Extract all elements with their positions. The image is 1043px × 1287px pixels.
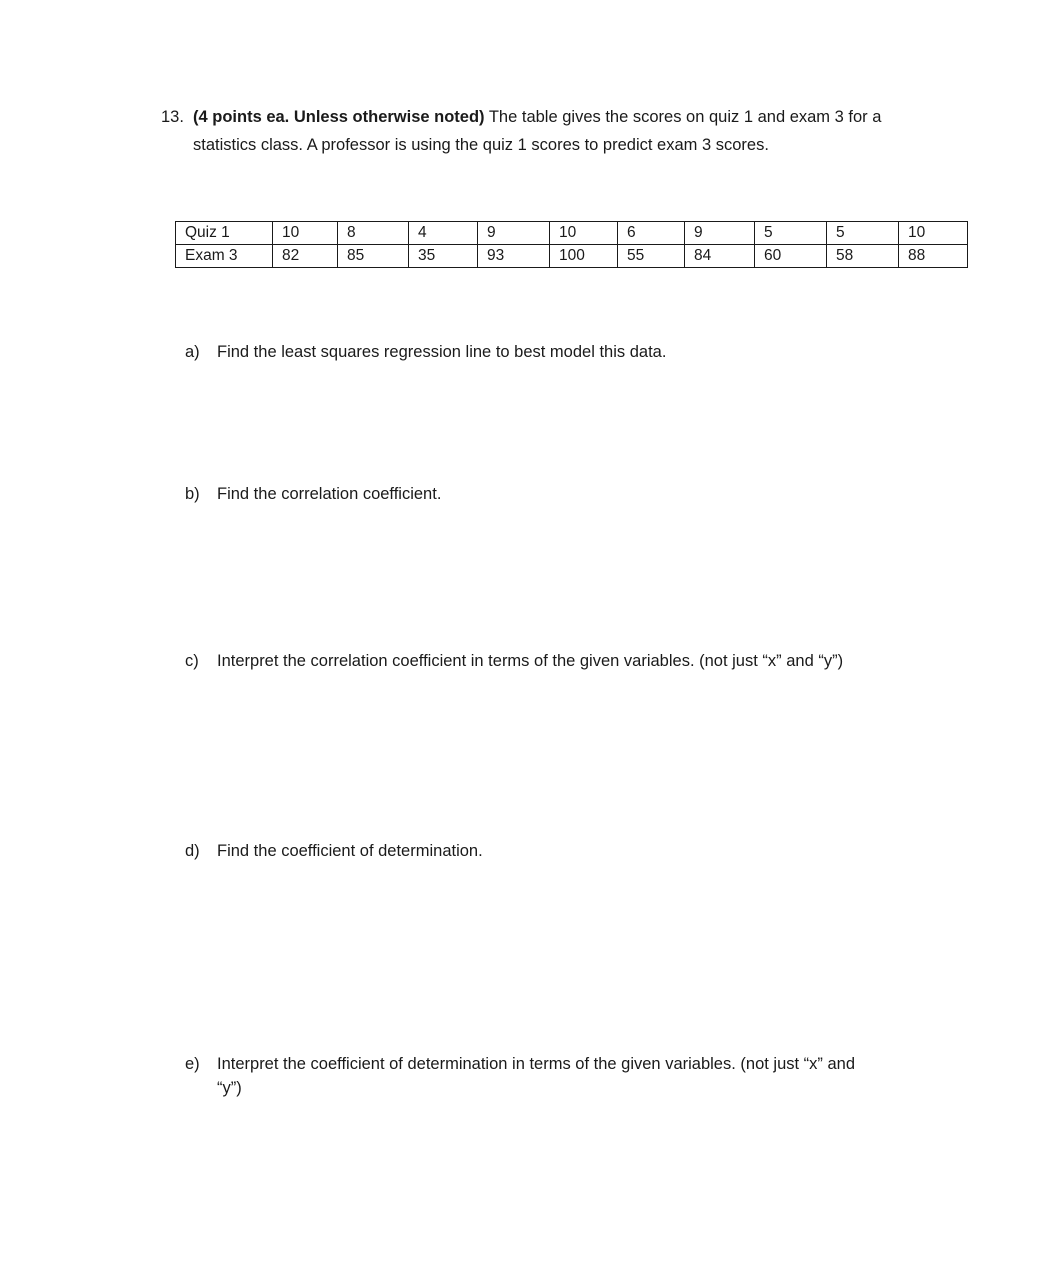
problem-number: 13. (161, 108, 184, 126)
table-cell: 8 (338, 222, 409, 245)
part-c-letter: c) (185, 652, 199, 670)
problem-line-1 (161, 103, 961, 131)
table-cell: 10 (899, 222, 968, 245)
part-e-text-1: Interpret the coefficient of determination in terms of the given variables. (not just “x” and (217, 1055, 856, 1073)
row-label: Exam 3 (176, 245, 273, 268)
part-e (185, 1052, 945, 1100)
part-a-text: Find the least squares regression line to best model this data. (217, 343, 667, 361)
part-d (185, 839, 945, 863)
table-cell: 82 (273, 245, 338, 268)
part-c-text: Interpret the correlation coefficient in terms of the given variables. (not just “x” and “y”) (217, 652, 844, 670)
table-row-exam3 (176, 245, 968, 268)
problem-statement (161, 103, 961, 159)
part-d-text: Find the coefficient of determination. (217, 842, 483, 860)
row-label: Quiz 1 (176, 222, 273, 245)
table-row-quiz1 (176, 222, 968, 245)
table-cell: 10 (550, 222, 618, 245)
table-cell: 100 (550, 245, 618, 268)
problem-text-1: The table gives the scores on quiz 1 and exam 3 for a (484, 108, 882, 126)
points-note: (4 points ea. Unless otherwise noted) (193, 108, 485, 126)
part-b-text: Find the correlation coefficient. (217, 485, 442, 503)
part-e-letter: e) (185, 1055, 200, 1073)
part-e-text-2: “y”) (217, 1079, 242, 1097)
part-a-letter: a) (185, 343, 200, 361)
scores-table (175, 221, 968, 268)
part-b-letter: b) (185, 485, 200, 503)
table-cell: 5 (755, 222, 827, 245)
part-e-line-1 (185, 1052, 945, 1076)
problem-text-2: statistics class. A professor is using the quiz 1 scores to predict exam 3 scores. (193, 136, 769, 154)
table-cell: 88 (899, 245, 968, 268)
table-cell: 4 (409, 222, 478, 245)
table-cell: 58 (827, 245, 899, 268)
table-cell: 93 (478, 245, 550, 268)
part-d-letter: d) (185, 842, 200, 860)
part-a (185, 340, 945, 364)
part-b (185, 482, 945, 506)
table-cell: 9 (478, 222, 550, 245)
table-cell: 60 (755, 245, 827, 268)
table-cell: 5 (827, 222, 899, 245)
table-cell: 9 (685, 222, 755, 245)
table-cell: 85 (338, 245, 409, 268)
table-cell: 35 (409, 245, 478, 268)
part-c (185, 649, 945, 673)
table-cell: 10 (273, 222, 338, 245)
table-cell: 55 (618, 245, 685, 268)
table-cell: 84 (685, 245, 755, 268)
table-cell: 6 (618, 222, 685, 245)
